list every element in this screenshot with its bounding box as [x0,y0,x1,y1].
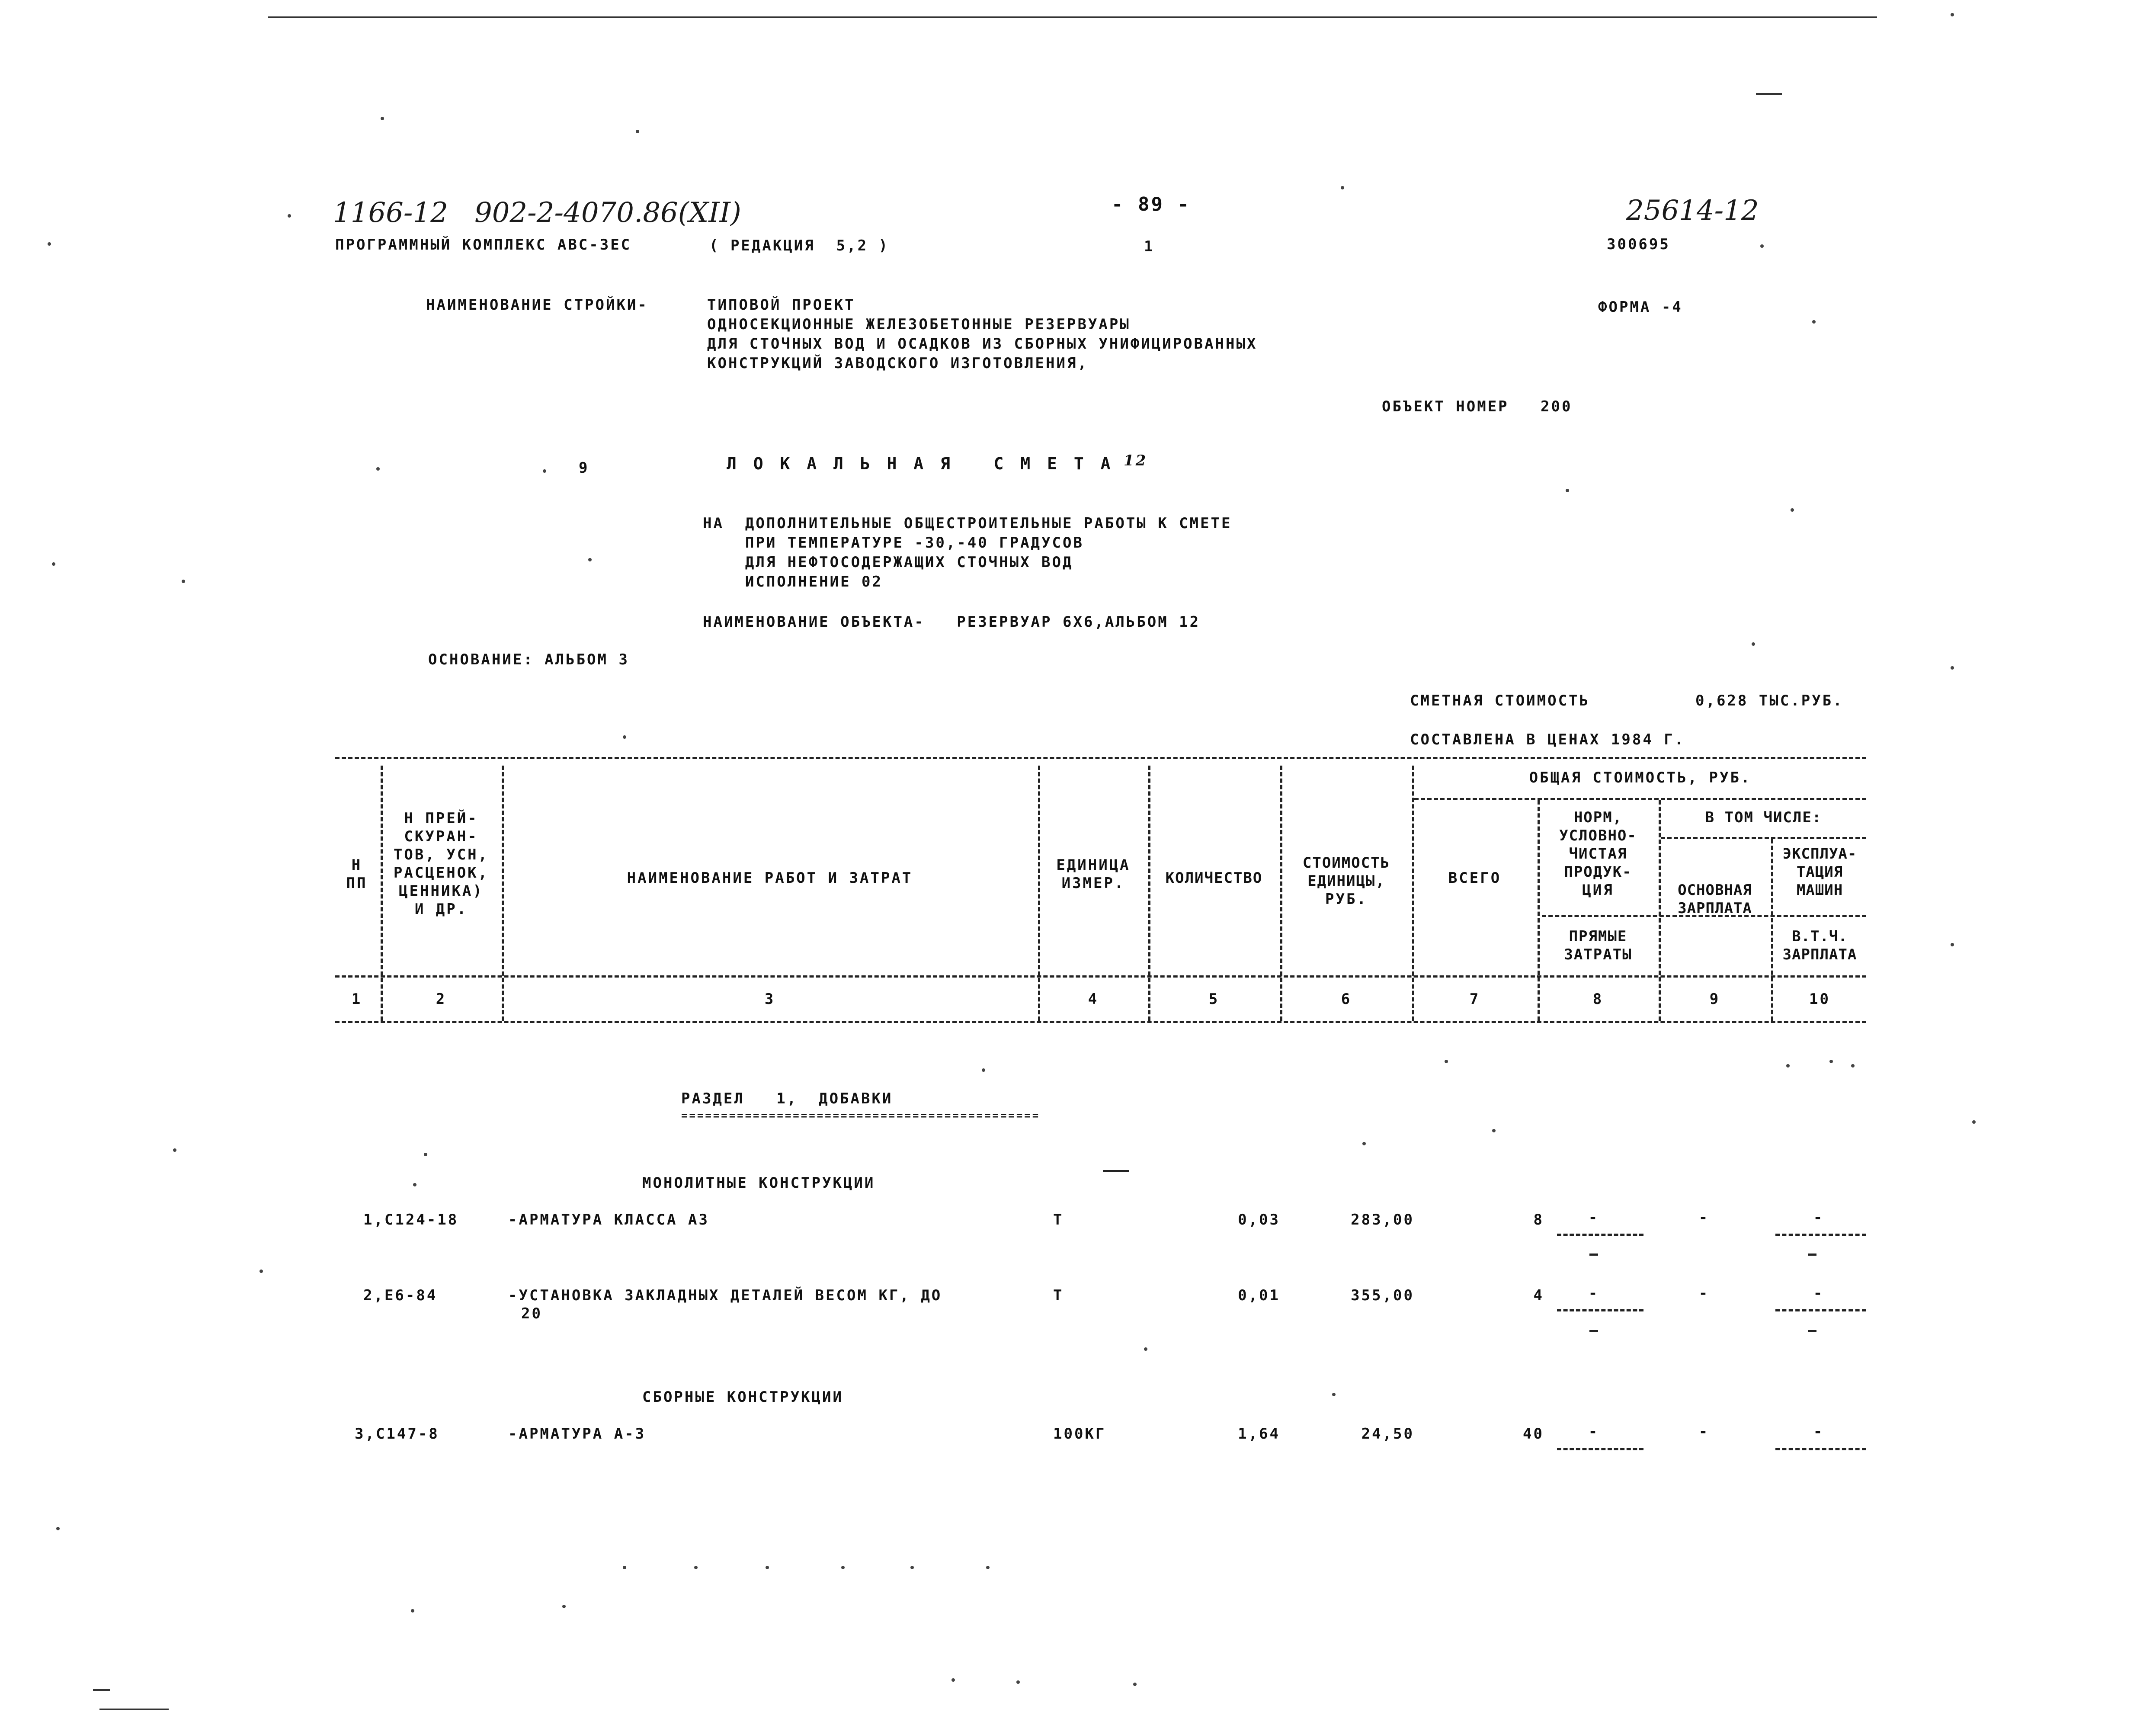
row3-name: -АРМАТУРА А-3 [508,1425,646,1443]
subsection-title-monolithic: МОНОЛИТНЫЕ КОНСТРУКЦИИ [642,1174,875,1192]
row2-c10-rule [1775,1309,1866,1311]
scan-speck [1362,1142,1366,1145]
scan-speck [562,1605,566,1608]
row2-code: 2,Е6-84 [363,1287,438,1304]
hdr-c8b-line2: ЗАТРАТЫ [1564,946,1632,963]
col-number-5: 5 [1208,991,1220,1008]
handwritten-code-right: 25614-12 [1626,195,1759,227]
scan-speck [1144,1347,1147,1351]
row2-price: 355,00 [1351,1287,1414,1304]
estimated-cost-value: 0,628 ТЫС.РУБ. [1695,692,1844,709]
scan-speck [694,1566,698,1569]
row3-code: 3,С147-8 [355,1425,439,1443]
row1-c10-rule [1775,1234,1866,1236]
subsection-title-precast: СБОРНЫЕ КОНСТРУКЦИИ [642,1388,843,1406]
row1-price: 283,00 [1351,1211,1414,1228]
program-name: ПРОГРАММНЫЙ КОМПЛЕКС АВС-3ЕС [335,236,632,253]
hdr-total-cost-group: ОБЩАЯ СТОИМОСТЬ, РУБ. [1529,769,1752,786]
col-number-2: 2 [436,991,447,1008]
handwritten-code-left: 1166-12 902-2-4070.86(XII) [333,197,741,229]
section-underline: ============================================= [681,1109,1041,1122]
project-label: НАИМЕНОВАНИЕ СТРОЙКИ- [426,296,648,314]
hdr-c2-line6: И ДР. [414,901,468,918]
document-code: 300695 [1607,236,1670,253]
hdr-c9-line2: ЗАРПЛАТА [1678,900,1752,917]
row3-unit: 100КГ [1053,1425,1106,1443]
row3-c10-rule [1775,1448,1866,1450]
row2-c8-rule [1557,1309,1643,1311]
row2-qty: 0,01 [1238,1287,1280,1304]
scan-speck [1951,943,1954,946]
scan-speck [1492,1129,1496,1132]
scan-speck [986,1566,990,1569]
col-sep-1 [381,766,383,1021]
scan-speck [1791,508,1794,512]
row2-c10: - [1813,1285,1824,1302]
hdr-c2-line3: ТОВ, УСН, [393,846,489,863]
hdr-c2-line2: СКУРАН- [404,828,478,845]
hdr-unit-price-line3: РУБ. [1325,891,1368,908]
scan-speck [288,214,291,218]
hdr-c2-line4: РАСЦЕНОК, [393,864,489,882]
scan-speck [424,1153,427,1156]
scan-speck [1760,244,1764,248]
purpose-line-1: НА ДОПОЛНИТЕЛЬНЫЕ ОБЩЕСТРОИТЕЛЬНЫЕ РАБОТЫ К СМЕТЕ [703,515,1232,532]
scan-speck [56,1527,60,1530]
scan-speck [1972,1120,1976,1124]
row2-c10-below [1808,1330,1816,1332]
hdr-c9-line1: ОСНОВНАЯ [1678,882,1752,899]
scan-speck [381,117,384,120]
scan-speck [766,1566,769,1569]
object-number: ОБЪЕКТ НОМЕР 200 [1382,398,1573,415]
row1-c8-rule [1557,1234,1643,1236]
hdr-c8b-line1: ПРЯМЫЕ [1569,928,1627,945]
row1-c8-below [1589,1254,1598,1256]
row2-unit: Т [1053,1287,1064,1304]
scan-speck [1752,642,1755,646]
project-line-1: ТИПОВОЙ ПРОЕКТ [707,296,855,314]
price-base: СОСТАВЛЕНА В ЦЕНАХ 1984 Г. [1410,731,1685,748]
hdr-c10b-line1: В.Т.Ч. [1792,928,1848,945]
object-name: НАИМЕНОВАНИЕ ОБЪЕКТА- РЕЗЕРВУАР 6Х6,АЛЬБОМ 12 [703,613,1201,631]
scan-speck [1786,1064,1790,1068]
hdr-c1-line2: ПП [346,875,368,892]
estimate-title: Л О К А Л Ь Н А Я С М Е Т А [727,454,1114,473]
col-number-9: 9 [1709,991,1720,1008]
purpose-line-2: ПРИ ТЕМПЕРАТУРЕ -30,-40 ГРАДУСОВ [703,534,1084,551]
scan-speck [1851,1064,1855,1068]
hdr-c8-line5: ЦИЯ [1582,882,1614,899]
scan-dash-mark [1103,1170,1129,1172]
scan-speck [910,1566,914,1569]
row1-c8: - [1588,1209,1599,1226]
scan-speck [259,1270,263,1273]
row2-c8: - [1588,1285,1599,1302]
scan-dash-mark [93,1689,110,1691]
col-sep-3 [1038,766,1040,1021]
scan-speck [1332,1393,1336,1396]
row1-c10-below [1808,1254,1816,1256]
hdr-c1-line1: Н [351,856,362,874]
scan-speck [982,1068,985,1072]
col-number-4: 4 [1088,991,1099,1008]
scan-speck [182,580,185,583]
hdr-c10-line3: МАШИН [1796,882,1843,899]
scan-speck [376,467,380,471]
col-number-10: 10 [1809,991,1830,1008]
scan-dash-mark [1756,93,1782,95]
incl-sub-rule [1661,837,1866,839]
row1-code: 1,С124-18 [363,1211,459,1228]
scan-speck [543,469,546,473]
hdr-c8-line4: ПРОДУК- [1564,863,1632,881]
scan-speck [1951,13,1954,16]
hdr-c8-line3: ЧИСТАЯ [1569,845,1627,862]
estimate-mark: 9 [579,459,589,477]
scan-speck [411,1609,414,1613]
hdr-c10-line1: ЭКСПЛУА- [1782,845,1857,862]
row2-total: 4 [1533,1287,1544,1304]
purpose-line-4: ИСПОЛНЕНИЕ 02 [703,573,883,590]
hdr-c2-line1: Н ПРЕЙ- [404,810,478,827]
scan-speck [623,1566,626,1569]
col-sep-2 [502,766,504,1021]
hdr-c2-line5: ЦЕННИКА) [399,882,484,900]
hdr-c10b-line2: ЗАРПЛАТА [1782,946,1857,963]
row3-price: 24,50 [1361,1425,1414,1443]
col-number-8: 8 [1592,991,1604,1008]
scan-speck [951,1678,955,1682]
scan-speck [1341,186,1344,189]
hdr-quantity: КОЛИЧЕСТВО [1165,869,1263,887]
hdr-c10-line2: ТАЦИЯ [1796,863,1843,881]
row3-qty: 1,64 [1238,1425,1280,1443]
col-sep-5 [1280,766,1282,1021]
scan-speck [52,562,55,566]
program-edition: ( РЕДАКЦИЯ 5,2 ) [709,237,889,254]
row1-c9: - [1698,1209,1710,1226]
scan-speck [623,735,626,739]
row1-total: 8 [1533,1211,1544,1228]
sheet-number: 1 [1144,238,1155,255]
scan-speck [1133,1683,1137,1686]
estimated-cost-label: СМЕТНАЯ СТОИМОСТЬ [1410,692,1590,709]
hdr-total: ВСЕГО [1448,869,1502,887]
project-line-2: ОДНОСЕКЦИОННЫЕ ЖЕЛЕЗОБЕТОННЫЕ РЕЗЕРВУАРЫ [707,316,1131,333]
scan-speck [1829,1060,1833,1063]
table-top-rule [335,757,1866,759]
row1-qty: 0,03 [1238,1211,1280,1228]
numbers-bottom-rule [335,1021,1866,1023]
project-line-4: КОНСТРУКЦИЙ ЗАВОДСКОГО ИЗГОТОВЛЕНИЯ, [707,355,1088,372]
row3-c9: - [1698,1423,1710,1440]
col-number-7: 7 [1469,991,1480,1008]
hdr-c8-line2: УСЛОВНО- [1559,827,1637,844]
hdr-work-name: НАИМЕНОВАНИЕ РАБОТ И ЗАТРАТ [627,869,913,887]
col-sep-6 [1412,766,1414,1021]
top-rule [268,16,1877,18]
hdr-c8-line1: НОРМ, [1573,809,1623,826]
row1-c10: - [1813,1209,1824,1226]
estimate-number: 12 [1124,452,1148,469]
purpose-line-3: ДЛЯ НЕФТОСОДЕРЖАЩИХ СТОЧНЫХ ВОД [703,554,1073,571]
col-sep-4 [1148,766,1150,1021]
scan-speck [48,242,51,246]
scan-speck [1016,1680,1020,1684]
scan-speck [588,558,592,561]
row2-name: -УСТАНОВКА ЗАКЛАДНЫХ ДЕТАЛЕЙ ВЕСОМ КГ, ДО [508,1287,942,1304]
scan-dash-mark [99,1709,169,1710]
row3-c8-rule [1557,1448,1643,1450]
hdr-unit-line1: ЕДИНИЦА [1056,856,1131,874]
row3-c8: - [1588,1423,1599,1440]
page-number: - 89 - [1112,193,1191,215]
row3-c10: - [1813,1423,1824,1440]
row1-name: -АРМАТУРА КЛАССА А3 [508,1211,709,1228]
hdr-unit-line2: ИЗМЕР. [1061,875,1125,892]
group-sub-rule [1414,798,1866,800]
scan-speck [1445,1060,1448,1063]
project-line-3: ДЛЯ СТОЧНЫХ ВОД И ОСАДКОВ ИЗ СБОРНЫХ УНИФИЦИРОВАННЫХ [707,335,1258,353]
scan-speck [173,1148,176,1152]
col-number-6: 6 [1341,991,1352,1008]
row2-c8-below [1589,1330,1598,1332]
scan-speck [413,1183,416,1186]
hdr-including: В ТОМ ЧИСЛЕ: [1705,809,1822,826]
scan-speck [1566,489,1569,492]
basis: ОСНОВАНИЕ: АЛЬБОМ 3 [428,651,629,668]
hdr-unit-price-line2: ЕДИНИЦЫ, [1307,872,1385,890]
row2-c9: - [1698,1285,1710,1302]
form-label: ФОРМА -4 [1598,298,1683,316]
scan-speck [841,1566,845,1569]
row3-total: 40 [1523,1425,1544,1443]
scan-speck [1812,320,1816,324]
scan-speck [636,130,639,133]
scan-speck [1951,666,1954,670]
row1-unit: Т [1053,1211,1064,1228]
header-bottom-rule [335,975,1866,978]
section-title: РАЗДЕЛ 1, ДОБАВКИ [681,1090,893,1107]
col-number-1: 1 [351,991,362,1008]
hdr-unit-price-line1: СТОИМОСТЬ [1302,854,1390,872]
col-number-3: 3 [764,991,775,1008]
row2-name-cont: 20 [521,1305,542,1322]
